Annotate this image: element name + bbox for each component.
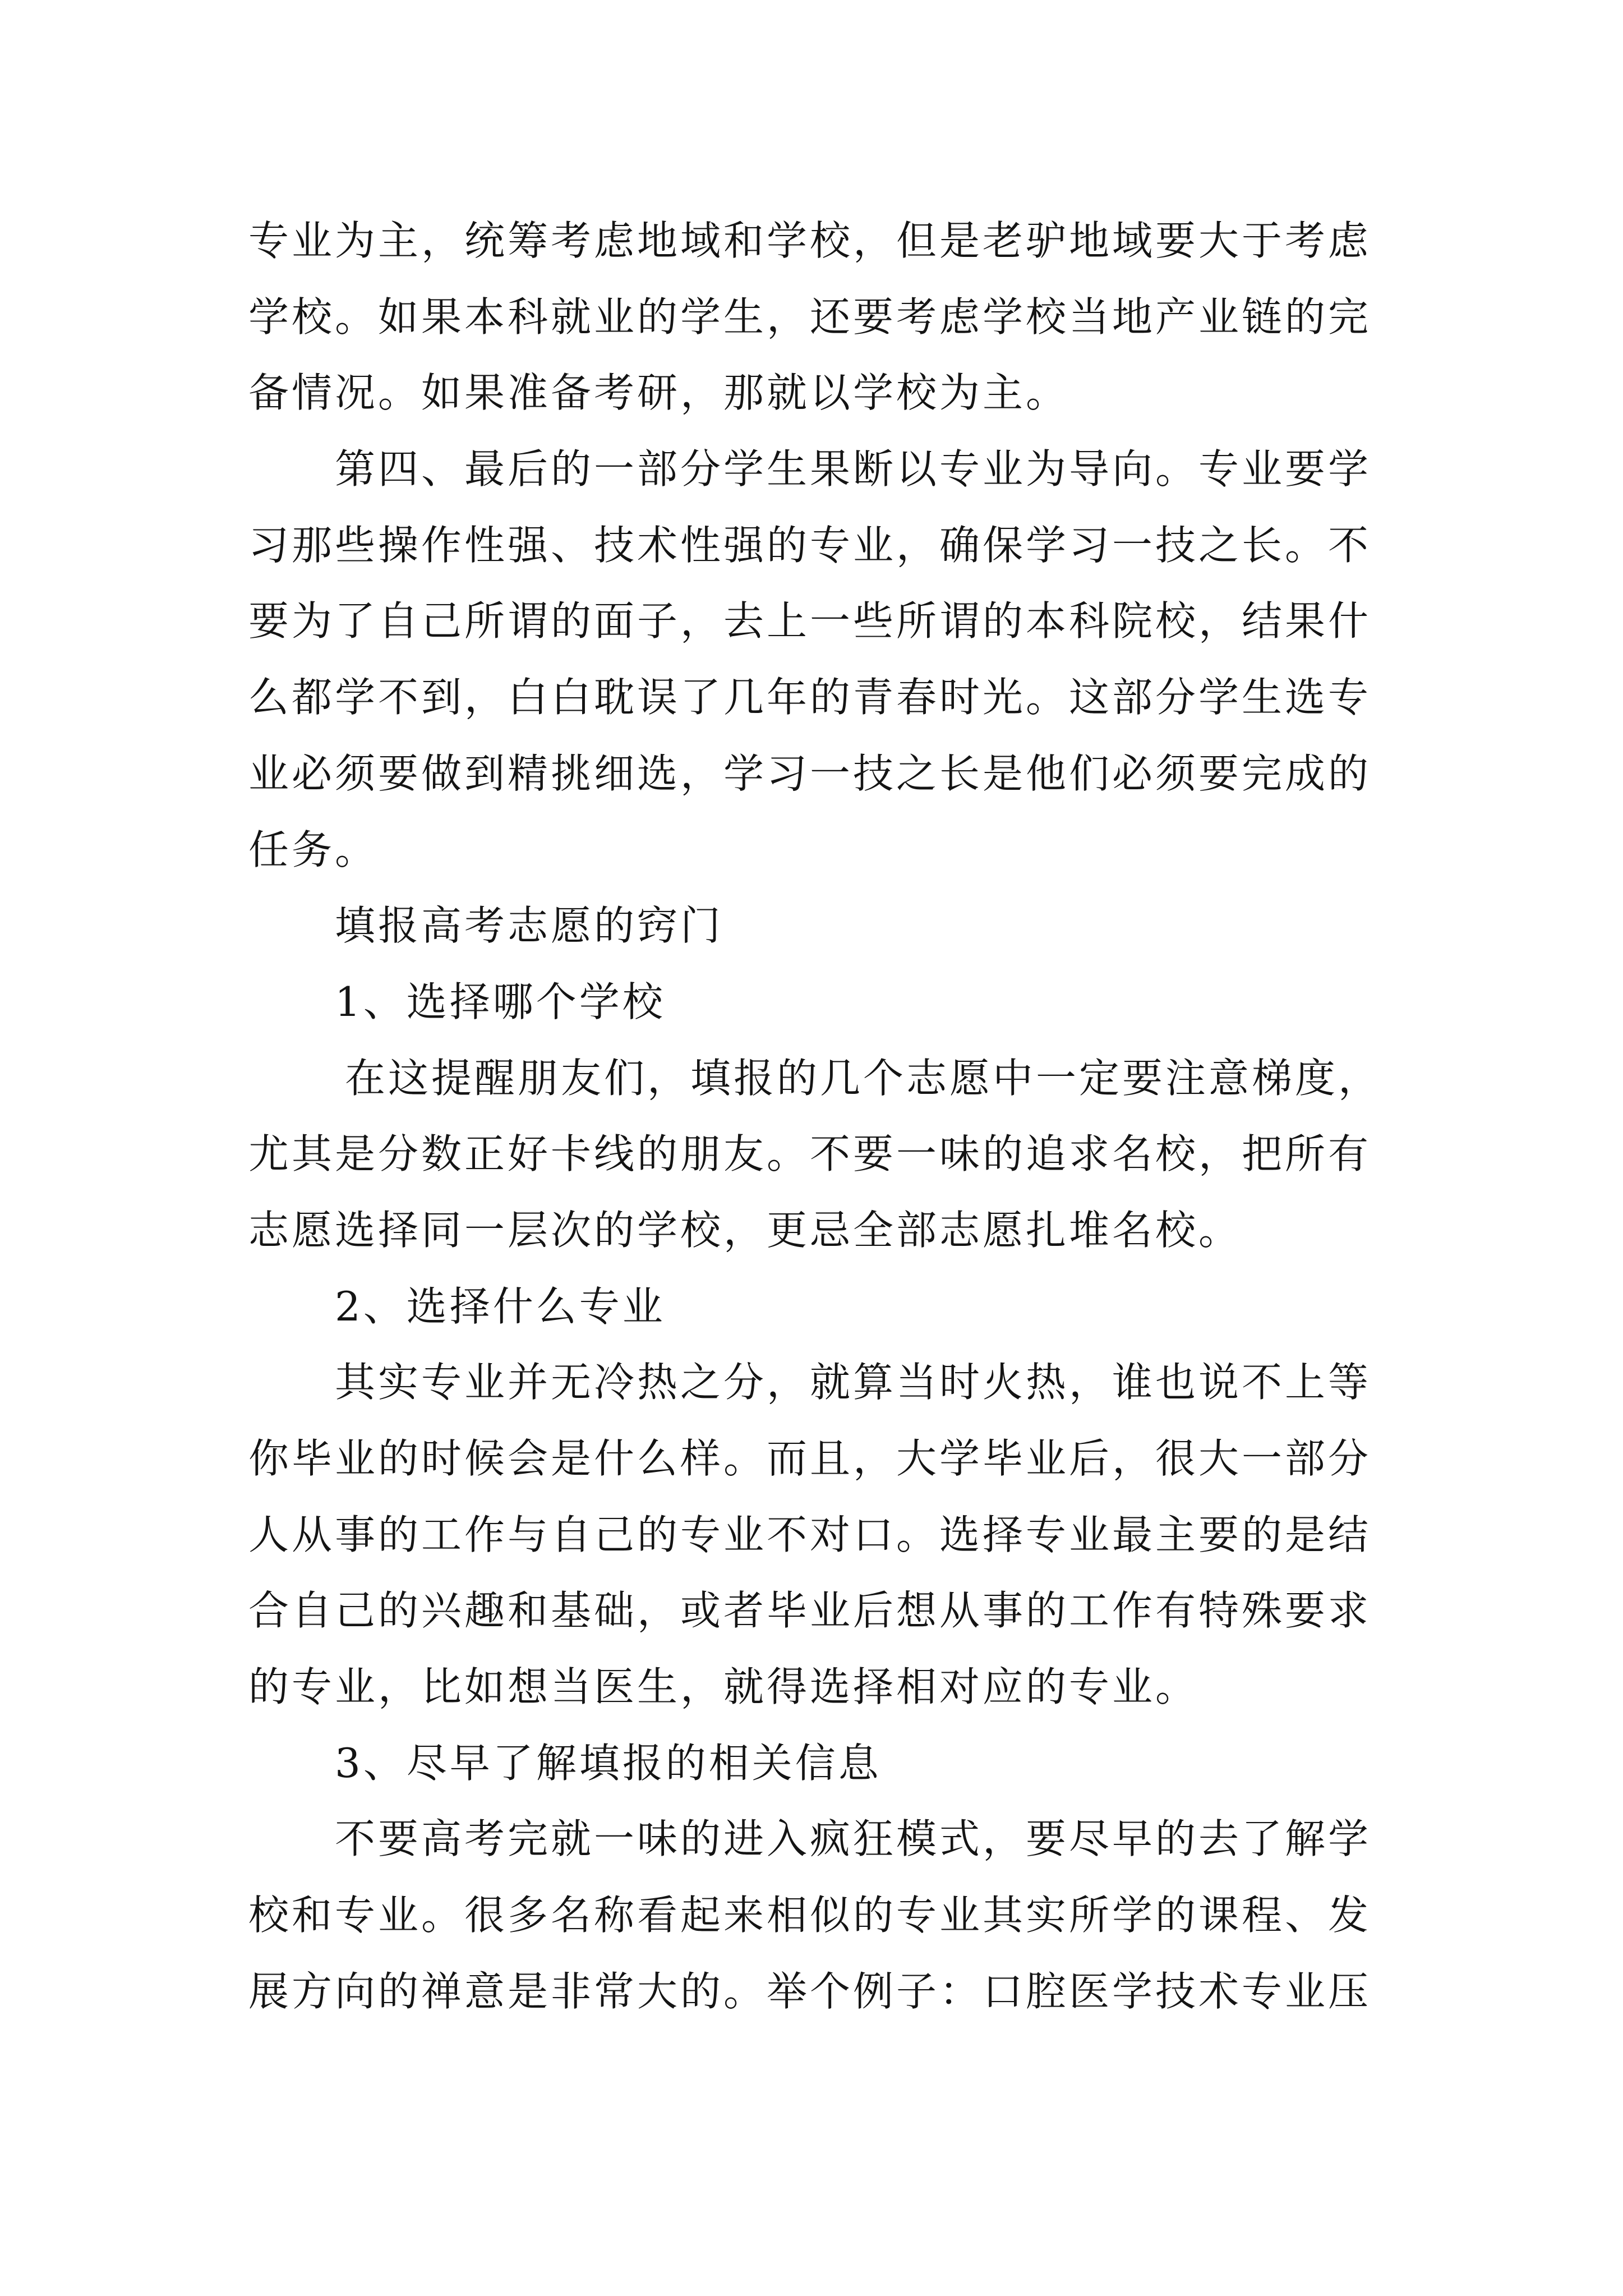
text-line: 要为了自己所谓的面子，去上一些所谓的本科院校，结果什 (248, 597, 1372, 645)
text-line: 学校。如果本科就业的学生，还要考虑学校当地产业链的完 (248, 293, 1372, 341)
text-line: 人从事的工作与自己的专业不对口。选择专业最主要的是结 (248, 1511, 1372, 1558)
text-line: 志愿选择同一层次的学校，更忌全部志愿扎堆名校。 (248, 1206, 1242, 1254)
text-line: 你毕业的时候会是什么样。而且，大学毕业后，很大一部分 (248, 1435, 1372, 1482)
subheading-1: 1、选择哪个学校 (335, 978, 666, 1025)
text-line: 专业为主，统筹考虑地域和学校，但是老驴地域要大于考虑 (248, 217, 1372, 264)
text-line: 合自己的兴趣和基础，或者毕业后想从事的工作有特殊要求 (248, 1587, 1372, 1635)
text-line: 业必须要做到精挑细选，学习一技之长是他们必须要完成的 (248, 749, 1372, 797)
paragraph-start-line: 第四、最后的一部分学生果断以专业为导向。专业要学 (335, 445, 1372, 493)
text-line: 尤其是分数正好卡线的朋友。不要一味的追求名校，把所有 (248, 1130, 1372, 1178)
paragraph-start-line: 不要高考完就一味的进入疯狂模式，要尽早的去了解学 (335, 1815, 1372, 1863)
text-line: 的专业，比如想当医生，就得选择相对应的专业。 (248, 1663, 1199, 1711)
text-line: 校和专业。很多名称看起来相似的专业其实所学的课程、发 (248, 1892, 1372, 1939)
body-text (248, 203, 1426, 2030)
text-line: 备情况。如果准备考研，那就以学校为主。 (248, 369, 1069, 417)
subheading-2: 2、选择什么专业 (335, 1282, 666, 1330)
section-heading: 填报高考志愿的窍门 (335, 902, 724, 950)
text-line: 习那些操作性强、技术性强的专业，确保学习一技之长。不 (248, 521, 1372, 569)
text-line: 任务。 (248, 826, 379, 873)
paragraph-start-line: 其实专业并无冷热之分，就算当时火热，谁也说不上等 (335, 1359, 1372, 1406)
paragraph-start-line: 在这提醒朋友们，填报的几个志愿中一定要注意梯度， (345, 1054, 1382, 1102)
text-line: 展方向的禅意是非常大的。举个例子：口腔医学技术专业压 (248, 1967, 1372, 2015)
text-line: 么都学不到，白白耽误了几年的青春时光。这部分学生选专 (248, 674, 1372, 721)
subheading-3: 3、尽早了解填报的相关信息 (335, 1739, 882, 1787)
